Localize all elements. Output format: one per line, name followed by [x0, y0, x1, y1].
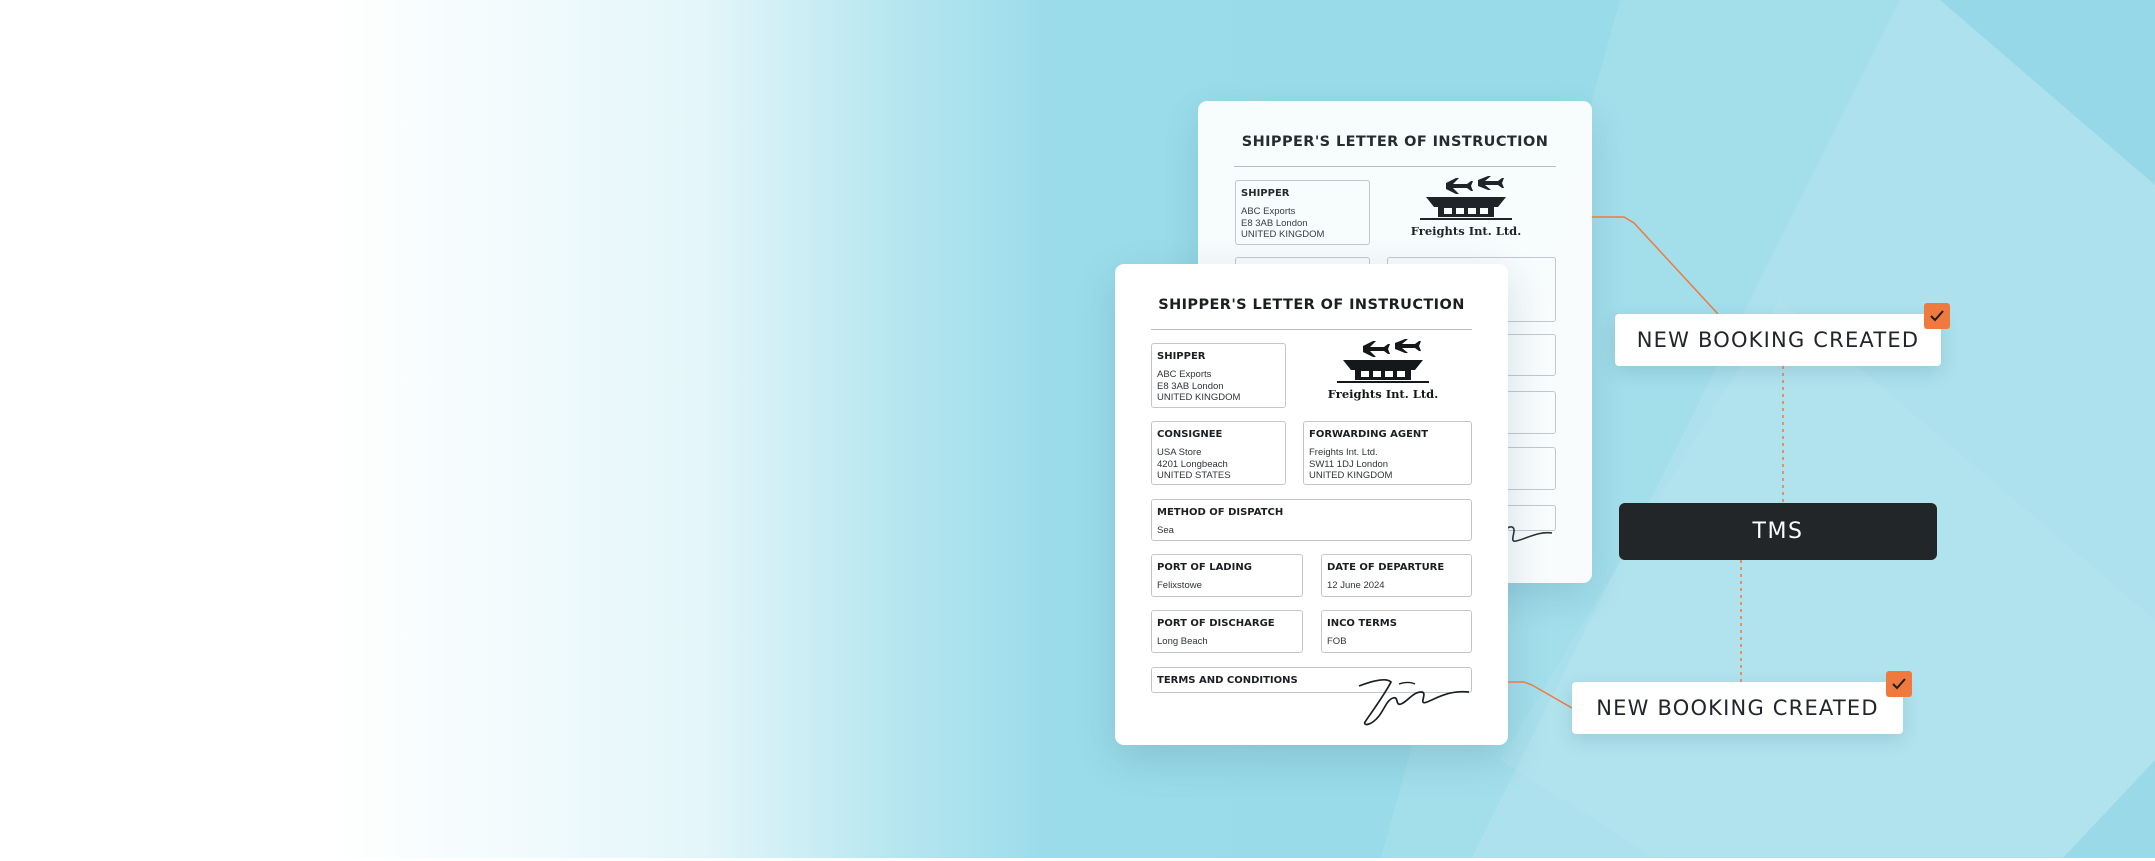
port-of-lading-label: PORT OF LADING — [1157, 562, 1252, 573]
shipper-address — [1241, 206, 1324, 241]
port-of-discharge-box — [1151, 610, 1303, 653]
method-of-dispatch-value: Sea — [1157, 525, 1174, 536]
check-icon — [1924, 303, 1950, 329]
date-of-departure-box — [1321, 554, 1472, 597]
signature-icon — [1355, 672, 1475, 732]
new-booking-label: NEW BOOKING CREATED — [1636, 328, 1920, 352]
port-of-lading-box — [1151, 554, 1303, 597]
shipper-box — [1235, 180, 1370, 245]
address-line: ABC Exports — [1157, 369, 1212, 380]
inco-terms-value: FOB — [1327, 636, 1347, 647]
address-line: SW11 1DJ London — [1309, 458, 1389, 470]
consignee-box — [1151, 421, 1286, 485]
new-booking-label: NEW BOOKING CREATED — [1596, 696, 1879, 720]
port-of-discharge-value: Long Beach — [1157, 636, 1208, 647]
address-line: E8 3AB London — [1157, 380, 1224, 392]
method-of-dispatch-box — [1151, 499, 1472, 541]
forwarding-agent-box — [1303, 421, 1472, 485]
address-line: ABC Exports — [1241, 206, 1296, 217]
company-name: Freights Int. Ltd. — [1327, 387, 1439, 401]
address-line: UNITED KINGDOM — [1309, 470, 1393, 481]
address-line: UNITED STATES — [1157, 470, 1231, 481]
date-of-departure-value: 12 June 2024 — [1327, 580, 1385, 591]
freight-logo-icon — [1315, 338, 1451, 400]
shipper-box — [1151, 343, 1286, 408]
consignee-label: CONSIGNEE — [1157, 429, 1223, 440]
address-line: Freights Int. Ltd. — [1309, 447, 1378, 458]
address-line: UNITED KINGDOM — [1157, 392, 1241, 403]
consignee-address — [1157, 447, 1231, 482]
new-booking-badge-top — [1615, 314, 1941, 366]
new-booking-badge-bottom — [1572, 682, 1903, 734]
company-name: Freights Int. Ltd. — [1410, 224, 1522, 238]
inco-terms-box — [1321, 610, 1472, 653]
document-title: SHIPPER'S LETTER OF INSTRUCTION — [1241, 134, 1549, 150]
forwarding-agent-address — [1309, 447, 1392, 482]
port-of-lading-value: Felixstowe — [1157, 580, 1202, 591]
forwarding-agent-label: FORWARDING AGENT — [1309, 429, 1429, 440]
title-divider — [1234, 166, 1556, 167]
front-document — [1115, 264, 1508, 745]
document-title: SHIPPER'S LETTER OF INSTRUCTION — [1158, 297, 1465, 313]
date-of-departure-label: DATE OF DEPARTURE — [1327, 562, 1445, 573]
shipper-label: SHIPPER — [1241, 188, 1290, 199]
shipper-address — [1157, 369, 1240, 404]
freight-logo-icon — [1398, 175, 1534, 237]
port-of-discharge-label: PORT OF DISCHARGE — [1157, 618, 1275, 629]
check-icon — [1886, 671, 1912, 697]
tms-label: TMS — [1752, 519, 1804, 544]
address-line: 4201 Longbeach — [1157, 458, 1228, 470]
method-of-dispatch-label: METHOD OF DISPATCH — [1157, 507, 1284, 518]
address-line: USA Store — [1157, 447, 1202, 458]
tms-box — [1619, 503, 1937, 560]
address-line: E8 3AB London — [1241, 217, 1308, 229]
inco-terms-label: INCO TERMS — [1327, 618, 1397, 629]
title-divider — [1151, 329, 1472, 330]
shipper-label: SHIPPER — [1157, 351, 1206, 362]
address-line: UNITED KINGDOM — [1241, 229, 1325, 240]
terms-and-conditions-label: TERMS AND CONDITIONS — [1157, 675, 1298, 686]
